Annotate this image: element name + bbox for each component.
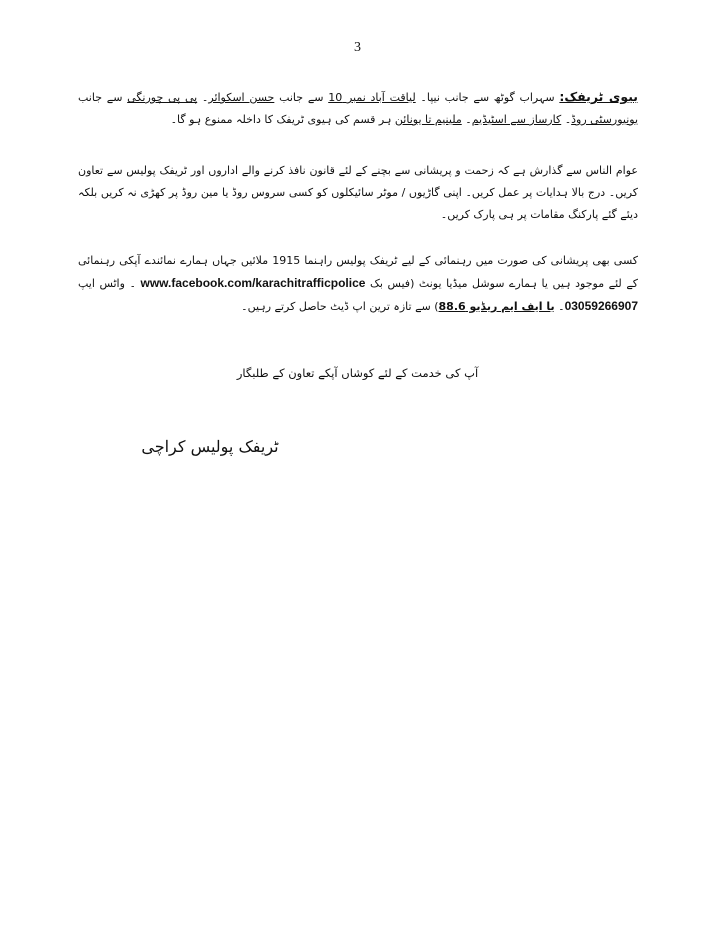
heavy-traffic-label: بیوی ٹریفک:: [559, 89, 638, 104]
heavy-traffic-paragraph: [78, 86, 638, 131]
route-location: لیاقت آباد نمبر 10: [328, 91, 416, 104]
public-request-text: عوام الناس سے گذارش ہے کہ زحمت و پریشانی سے بچنے کے لئے قانون نافذ کرنے والے اداروں اور ٹریفک پولیس سے تعاون کریں۔ درج بالا ہدایات پر عمل کریں۔ اپنی گاڑیوں / موٹر سائیکلوں کو کسی سروس روڈ یا مین روڈ پر کھڑی نہ کریں بلکہ دیئے گئے پارکنگ مقامات پر ہی پارک کریں۔: [78, 164, 638, 221]
page-number: 3: [354, 40, 361, 55]
route-segment: سے جانب: [274, 91, 329, 104]
route-location: حسن اسکوائر: [208, 91, 275, 104]
route-location: ملینیم تا یونائن: [394, 113, 462, 126]
route-location: کارساز سے اسٹیڈیم: [471, 113, 562, 126]
route-segment: ۔: [461, 113, 472, 126]
helpline-text: کسی بھی پریشانی کی صورت میں رہنمائی کے لیے ٹریفک پولیس راہنما 1915 ملائیں جہاں ہمارے نمائندے آپکی رہنمائی کے لئے موجود ہیں یا ہمارے سوشل میڈیا یونٹ (فیس بک: [78, 254, 639, 290]
whatsapp-label: ۔ واٹس ایپ: [78, 277, 141, 290]
route-segment: سہراب گوٹھ سے جانب نیپا۔: [415, 91, 560, 104]
signature: ٹریفک پولیس کراچی: [141, 437, 279, 456]
whatsapp-number: 03059266907: [564, 299, 638, 313]
route-segment: ۔: [197, 91, 209, 104]
helpline-paragraph: [78, 250, 638, 318]
closing-line: آپ کی خدمت کے لئے کوشاں آپکے تعاون کے طلبگار: [236, 366, 479, 380]
facebook-link[interactable]: www.facebook.com/karachitrafficpolice: [140, 276, 366, 290]
public-request-paragraph: [78, 160, 638, 226]
route-segment: ہر قسم کی ہیوی ٹریفک کا داخلہ ممنوع ہو گا۔: [170, 113, 395, 126]
separator-text: ۔: [554, 300, 565, 313]
route-location: پی پی چورنگی: [127, 91, 198, 104]
helpline-closing-text: ) سے تازہ ترین اپ ڈیٹ حاصل کرتے رہیں۔: [241, 300, 439, 313]
fm-radio-label: یا ایف ایم ریڈیو 88.6: [438, 300, 555, 313]
route-segment: ۔: [561, 113, 572, 126]
route-location: یونیورسٹی روڈ: [571, 113, 638, 126]
route-segment: سے جانب: [78, 91, 128, 104]
